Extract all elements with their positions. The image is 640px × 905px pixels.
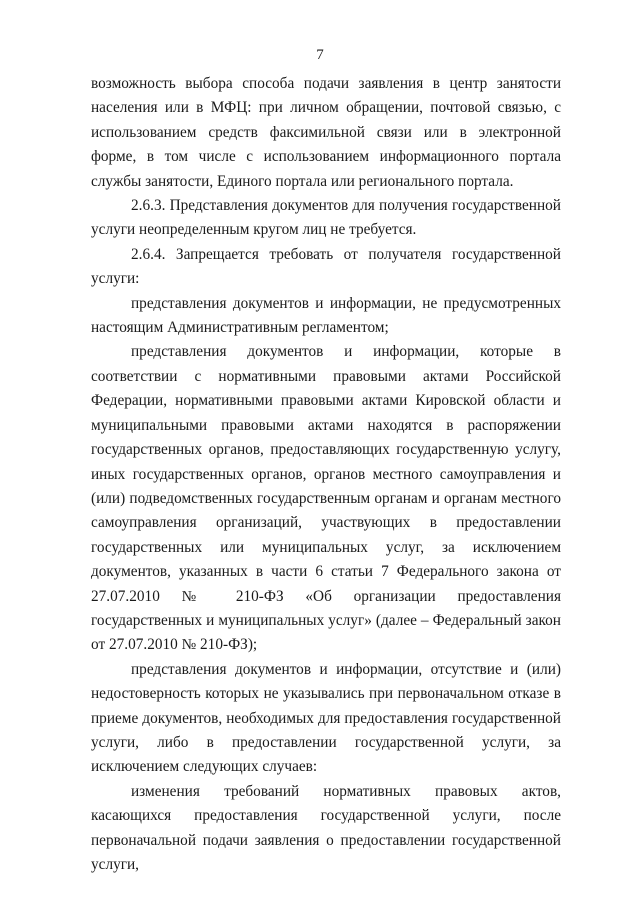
paragraph-item-regulation: представления документов и информации, не предусмотренных настоящим Административным регламентом; [91, 294, 561, 337]
paragraph-intro-continuation: возможность выбора способа подачи заявления в центр занятости населения или в МФЦ: при личном обращении, почтовой связью, с использованием средств факсимильной связи или в электронной форме, в том числе с использованием информационного портала службы занятости, Единого портала или регионального портала. [91, 75, 561, 190]
paragraph-2-6-3: 2.6.3. Представления документов для получения государственной услуги неопределенным кругом лиц не требуется. [91, 197, 561, 239]
paragraph-item-refusal: представления документов и информации, отсутствие и (или) недостоверность которых не указывались при первоначальном отказе в приеме документов, необходимых для предоставления государственной услуги, либо в предоставлении государственной услуги, за исключением следующих случаев: [91, 660, 561, 776]
document-body [91, 72, 561, 877]
paragraph-2-6-4: 2.6.4. Запрещается требовать от получателя государственной услуги: [91, 245, 561, 288]
page-number: 7 [316, 47, 324, 63]
paragraph-item-documents: представления документов и информации, которые в соответствии с нормативными правовыми актами Российской Федерации, нормативными правовыми актами Кировской области и муниципальными правовыми актами находятся в распоряжении государственных органов, предоставляющих государственную услугу, иных государственных органов, органов местного самоуправления и (или) подведомственных государственным органам и органам местного самоуправления организаций, участвующих в предоставлении государственных или муниципальных услуг, за исключением документов, указанных в части 6 статьи 7 Федерального закона от 27.07.2010 № 210-ФЗ «Об организации предоставления государственных и муниципальных услуг» (далее – Федеральный закон от 27.07.2010 № 210-ФЗ); [91, 343, 561, 654]
paragraph-item-exceptions: изменения требований нормативных правовых актов, касающихся предоставления государственной услуги, после первоначальной подачи заявления о предоставлении государственной услуги, [91, 782, 561, 873]
